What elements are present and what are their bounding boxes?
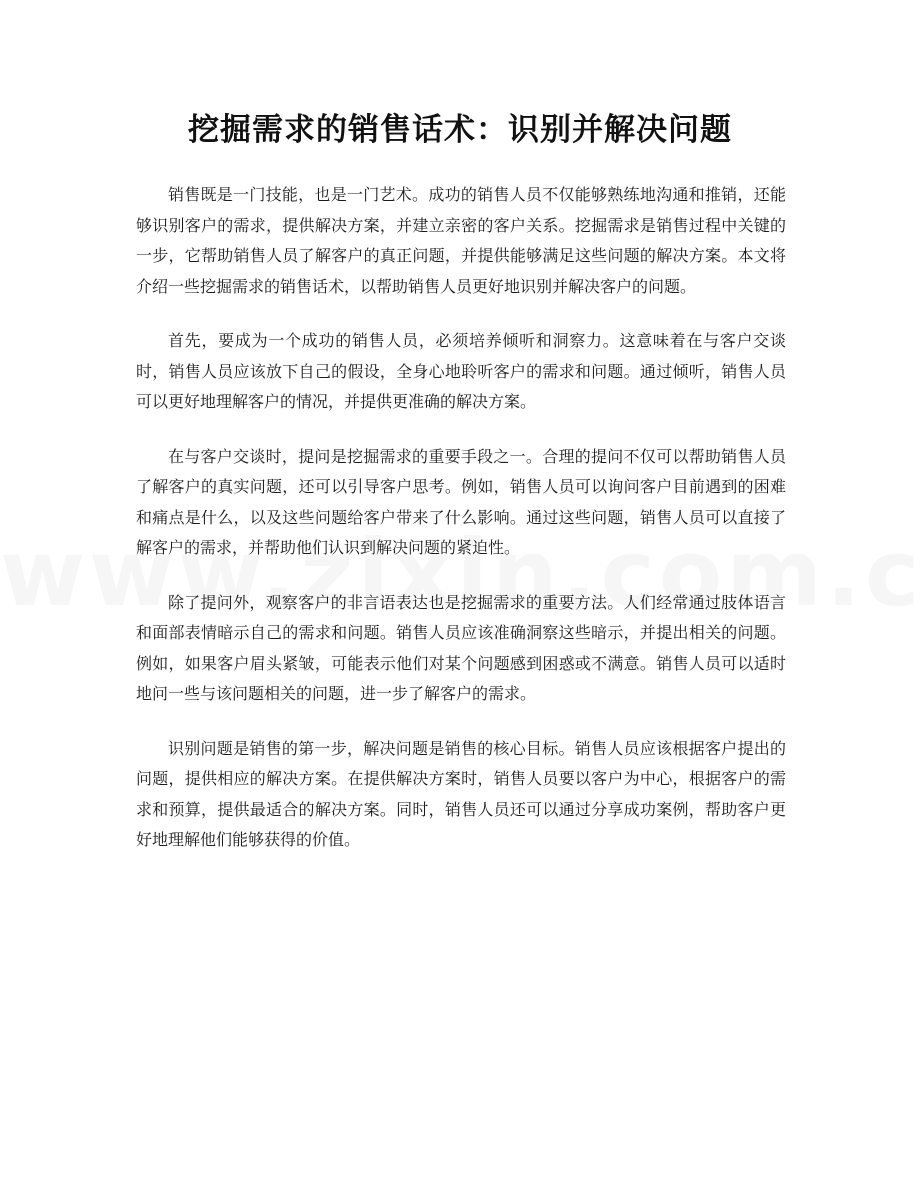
paragraph-1: 销售既是一门技能，也是一门艺术。成功的销售人员不仅能够熟练地沟通和推销，还能够识别客户的需求，提供解决方案，并建立亲密的客户关系。挖掘需求是销售过程中关键的一步，它帮助销售人员了解客户的真正问题，并提供能够满足这些问题的解决方案。本文将介绍一些挖掘需求的销售话术，以帮助销售人员更好地识别并解决客户的问题。: [136, 185, 786, 296]
paragraph-5: 识别问题是销售的第一步，解决问题是销售的核心目标。销售人员应该根据客户提出的问题，提供相应的解决方案。在提供解决方案时，销售人员要以客户为中心，根据客户的需求和预算，提供最适合的解决方案。同时，销售人员还可以通过分享成功案例，帮助客户更好地理解他们能够获得的价值。: [136, 738, 786, 849]
paragraph-4: 除了提问外，观察客户的非言语表达也是挖掘需求的重要方法。人们经常通过肢体语言和面部表情暗示自己的需求和问题。销售人员应该准确洞察这些暗示，并提出相关的问题。例如，如果客户眉头紧皱，可能表示他们对某个问题感到困惑或不满意。销售人员可以适时地问一些与该问题相关的问题，进一步了解客户的需求。: [136, 592, 786, 703]
document-title: 挖掘需求的销售话术：识别并解决问题: [188, 112, 732, 148]
paragraph-2: 首先，要成为一个成功的销售人员，必须培养倾听和洞察力。这意味着在与客户交谈时，销售人员应该放下自己的假设，全身心地聆听客户的需求和问题。通过倾听，销售人员可以更好地理解客户的情况，并提供更准确的解决方案。: [136, 331, 786, 411]
document-body: [136, 180, 786, 880]
paragraph-3: 在与客户交谈时，提问是挖掘需求的重要手段之一。合理的提问不仅可以帮助销售人员了解客户的真实问题，还可以引导客户思考。例如，销售人员可以询问客户目前遇到的困难和痛点是什么，以及这些问题给客户带来了什么影响。通过这些问题，销售人员可以直接了解客户的需求，并帮助他们认识到解决问题的紧迫性。: [136, 446, 786, 557]
